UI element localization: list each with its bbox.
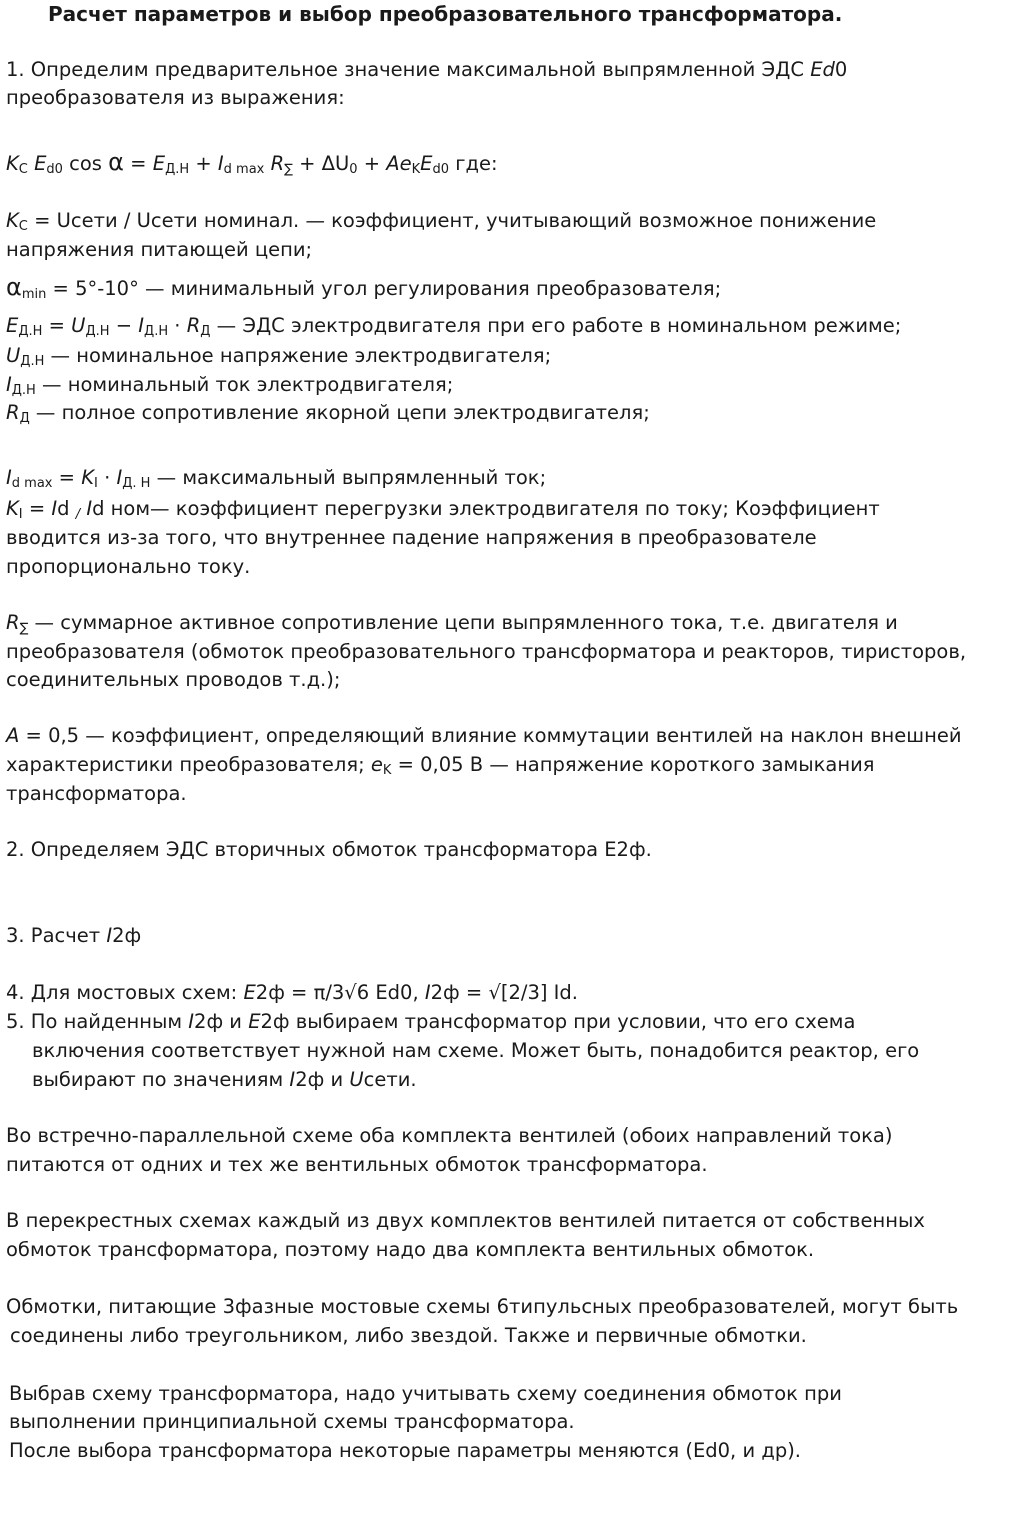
def-idmax: $I_{d max} = K_I \cdot I_{Д. Н}$ — максимальный выпрямленный ток;	[6, 466, 547, 491]
step1-line1: 1. Определим предварительное значение максимальной выпрямленной ЭДС Ed0	[6, 58, 848, 81]
def-udn: $U_{Д.Н}$ — номинальное напряжение электродвигателя;	[6, 344, 552, 369]
paragraph-line: Выбрав схему трансформатора, надо учитывать схему соединения обмоток при	[9, 1382, 842, 1405]
def-a: A = 0,5 — коэффициент, определяющий влияние коммутации вентилей на наклон внешней	[6, 724, 962, 747]
def-rsum: $R_\sum$ — суммарное активное сопротивление цепи выпрямленного тока, т.е. двигателя и	[6, 611, 898, 636]
step3: 3. Расчет I2ф	[6, 924, 142, 947]
paragraph-line: В перекрестных схемах каждый из двух комплектов вентилей питается от собственных	[6, 1209, 925, 1232]
def-kc-line2: напряжения питающей цепи;	[6, 238, 313, 261]
def-a-line2: характеристики преобразователя; $e_K = 0,05$ В — напряжение короткого замыкания	[6, 753, 875, 778]
paragraph-line: обмоток трансформатора, поэтому надо два комплекта вентильных обмоток.	[6, 1238, 815, 1261]
def-edn: $E_{Д.Н} = U_{Д.Н} - I_{Д.Н} \cdot R_Д$ — ЭДС электродвигателя при его работе в номинальном режиме;	[6, 314, 902, 339]
step5-line3: выбирают по значениям I2ф и Uсети.	[32, 1068, 417, 1091]
def-alpha: $\alpha_{min} = 5^\circ-10^\circ$ — минимальный угол регулирования преобразователя;	[6, 273, 722, 302]
step4: 4. Для мостовых схем: E2ф = π/3√6 Ed0, I2ф = √[2/3] Id.	[6, 981, 578, 1004]
paragraph-line: После выбора трансформатора некоторые параметры меняются (Ed0, и др).	[9, 1439, 801, 1462]
step1-line2: преобразователя из выражения:	[6, 86, 345, 109]
paragraph-line: соединены либо треугольником, либо звездой. Также и первичные обмотки.	[10, 1324, 807, 1347]
def-kl: $K_I = Id$ $_/$ Id ном— коэффициент перегрузки электродвигателя по току; Коэффициент	[6, 497, 880, 522]
step2: 2. Определяем ЭДС вторичных обмоток трансформатора E2ф.	[6, 838, 652, 861]
step5-line2: включения соответствует нужной нам схеме. Может быть, понадобится реактор, его	[32, 1039, 920, 1062]
def-kl-line2: вводится из-за того, что внутреннее падение напряжения в преобразователе	[6, 526, 817, 549]
paragraph-line: Обмотки, питающие 3фазные мостовые схемы 6типульсных преобразователей, могут быть	[6, 1295, 959, 1318]
paragraph-line: выполнении принципиальной схемы трансформатора.	[9, 1410, 575, 1433]
def-a-line3: трансформатора.	[6, 782, 187, 805]
paragraph-line: питаются от одних и тех же вентильных обмоток трансформатора.	[6, 1153, 708, 1176]
def-kl-line3: пропорционально току.	[6, 555, 251, 578]
main-formula: $K_C$ $E_{d0}$ $\cos \alpha = E_{Д.Н} + I_{d max}$ $R_\sum + \Delta U_0 + Ae_KE_{d0}$ где:	[6, 148, 498, 177]
def-rsum-line3: соединительных проводов т.д.);	[6, 668, 341, 691]
step5-line1: 5. По найденным I2ф и E2ф выбираем трансформатор при условии, что его схема	[6, 1010, 856, 1033]
def-rd: $R_Д$ — полное сопротивление якорной цепи электродвигателя;	[6, 401, 650, 426]
def-kc: $K_C$ = Uсети / Uсети номинал. — коэффициент, учитывающий возможное понижение	[6, 209, 877, 234]
def-idn: $I_{Д.Н}$ — номинальный ток электродвигателя;	[6, 373, 454, 398]
page-title: Расчет параметров и выбор преобразовательного трансформатора.	[48, 2, 843, 26]
paragraph-line: Во встречно-параллельной схеме оба комплекта вентилей (обоих направлений тока)	[6, 1124, 893, 1147]
def-rsum-line2: преобразователя (обмоток преобразовательного трансформатора и реакторов, тиристоров,	[6, 640, 967, 663]
